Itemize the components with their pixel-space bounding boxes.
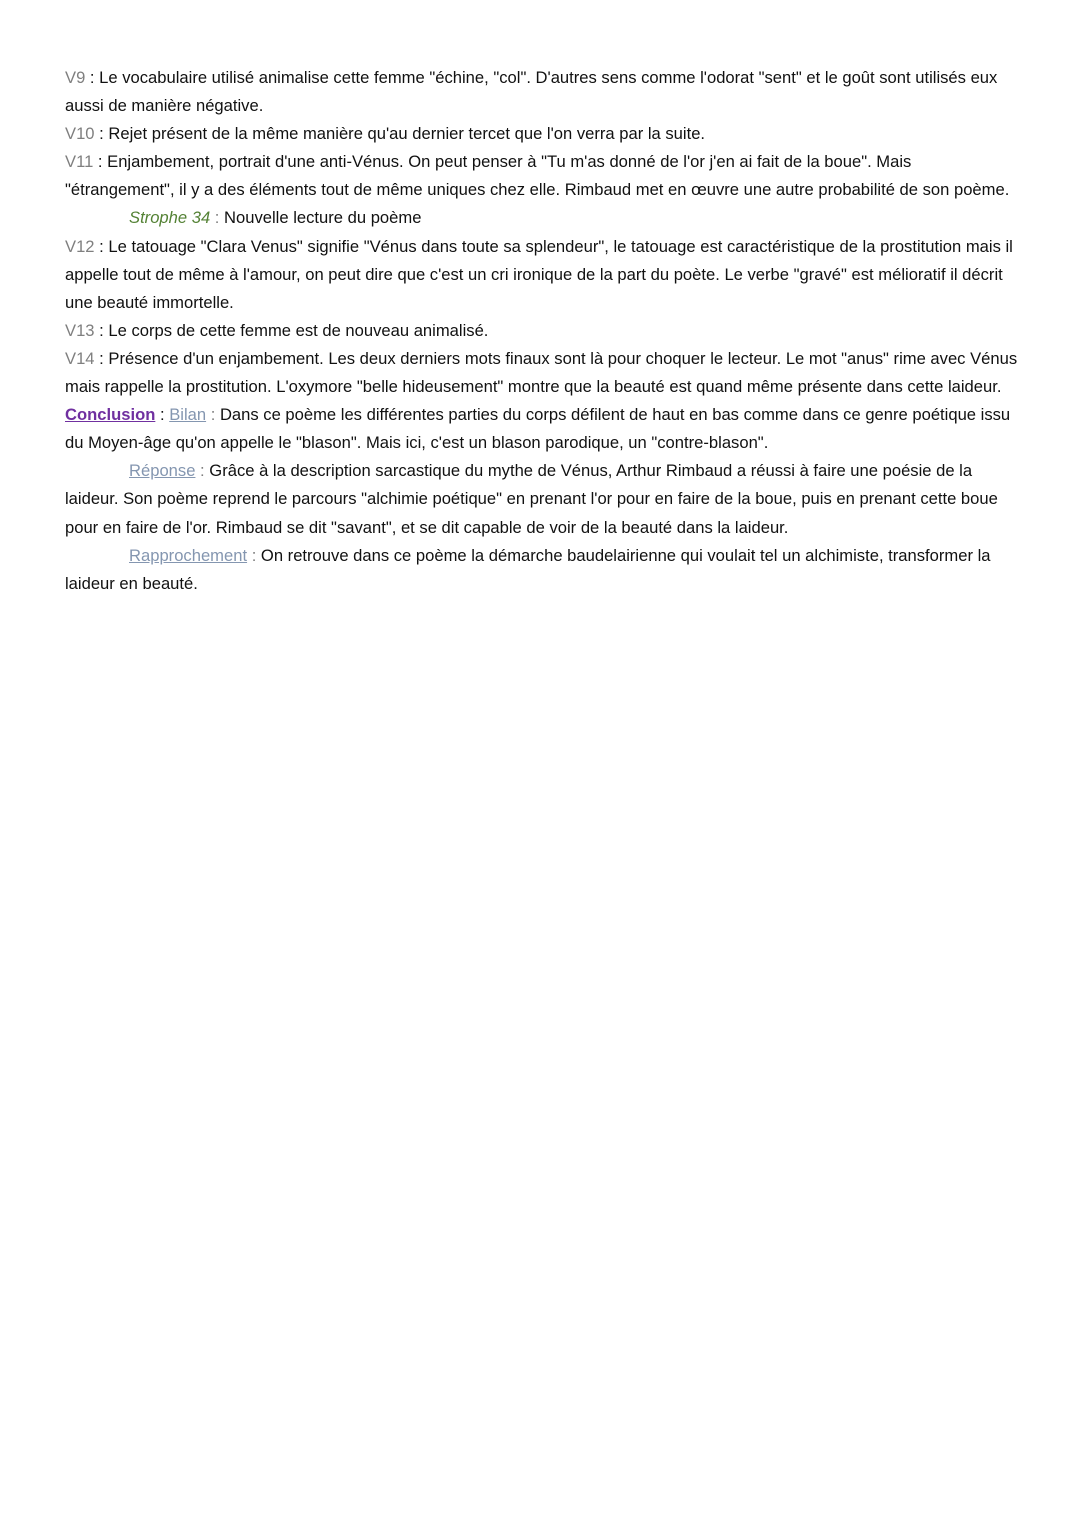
stanza-label: Strophe 34	[129, 208, 211, 228]
label-separator: :	[247, 545, 261, 565]
paragraph-text: Grâce à la description sarcastique du mythe de Vénus, Arthur Rimbaud a réussi à faire une poésie de la laideur. Son poème reprend le parcours "alchimie poétique" en prenant l'or pour en faire de la boue, puis en prenant cette boue pour en faire de l'or. Rimbaud se dit "savant", et se dit capable de voir de la beauté dans la laideur.	[65, 461, 998, 537]
paragraph-v14	[65, 345, 1025, 401]
label-separator: :	[94, 236, 109, 256]
paragraph-text: Le corps de cette femme est de nouveau animalisé.	[108, 320, 489, 340]
label-separator: :	[93, 152, 108, 172]
paragraph-v11	[65, 148, 1025, 204]
verse-label: V11	[65, 152, 94, 172]
verse-label: V12	[65, 236, 95, 256]
paragraph-v12	[65, 233, 1025, 317]
label-separator: :	[94, 320, 109, 340]
verse-label: V10	[65, 124, 95, 144]
rapprochement-label: Rapprochement	[129, 545, 248, 565]
verse-label: V9	[65, 68, 86, 87]
paragraph-text: Rejet présent de la même manière qu'au dernier tercet que l'on verra par la suite.	[108, 124, 706, 144]
paragraph-text: Nouvelle lecture du poème	[224, 208, 422, 228]
label-separator: :	[155, 405, 170, 425]
paragraph-rapprochement	[65, 542, 1025, 598]
label-separator: :	[195, 461, 210, 481]
label-separator: :	[206, 405, 220, 425]
label-separator: :	[210, 208, 225, 228]
label-separator: :	[94, 348, 109, 368]
paragraph-strophe	[65, 204, 1025, 232]
verse-label: V14	[65, 348, 95, 368]
document-page	[65, 64, 1025, 598]
label-separator: :	[94, 124, 109, 144]
conclusion-heading: Conclusion	[65, 405, 156, 425]
verse-label: V13	[65, 320, 95, 340]
bilan-label: Bilan	[169, 405, 207, 425]
paragraph-text: Enjambement, portrait d'une anti-Vénus. On peut penser à "Tu m'as donné de l'or j'en ai fait de la boue". Mais "étrangement", il y a des éléments tout de même uniques chez elle. Rimbaud met en œuvre une autre probabilité de son poème.	[65, 152, 1010, 200]
paragraph-reponse	[65, 457, 1025, 541]
paragraph-v9	[65, 64, 1025, 120]
paragraph-text: Dans ce poème les différentes parties du corps défilent de haut en bas comme dans ce genre poétique issu du Moyen-âge qu'on appelle le "blason". Mais ici, c'est un blason parodique, un "contre-blason".	[65, 405, 1011, 453]
paragraph-text: Présence d'un enjambement. Les deux derniers mots finaux sont là pour choquer le lecteur. Le mot "anus" rime avec Vénus mais rappelle la prostitution. L'oxymore "belle hideusement" montre que la beauté est quand même présente dans cette laideur.	[65, 348, 1018, 397]
paragraph-text: Le tatouage "Clara Venus" signifie "Vénus dans toute sa splendeur", le tatouage est caractéristique de la prostitution mais il appelle tout de même à l'amour, on peut dire que c'est un cri ironique de la part du poète. Le verbe "gravé" est mélioratif il décrit une beauté immortelle.	[65, 236, 1013, 312]
paragraph-text: Le vocabulaire utilisé animalise cette femme "échine, "col". D'autres sens comme l'odorat "sent" et le goût sont utilisés eux aussi de manière négative.	[65, 68, 998, 116]
paragraph-conclusion	[65, 401, 1025, 457]
reponse-label: Réponse	[129, 461, 196, 481]
paragraph-v10	[65, 120, 1025, 148]
label-separator: :	[85, 68, 100, 87]
paragraph-v13	[65, 317, 1025, 345]
paragraph-text: On retrouve dans ce poème la démarche baudelairienne qui voulait tel un alchimiste, transformer la laideur en beauté.	[65, 545, 991, 593]
